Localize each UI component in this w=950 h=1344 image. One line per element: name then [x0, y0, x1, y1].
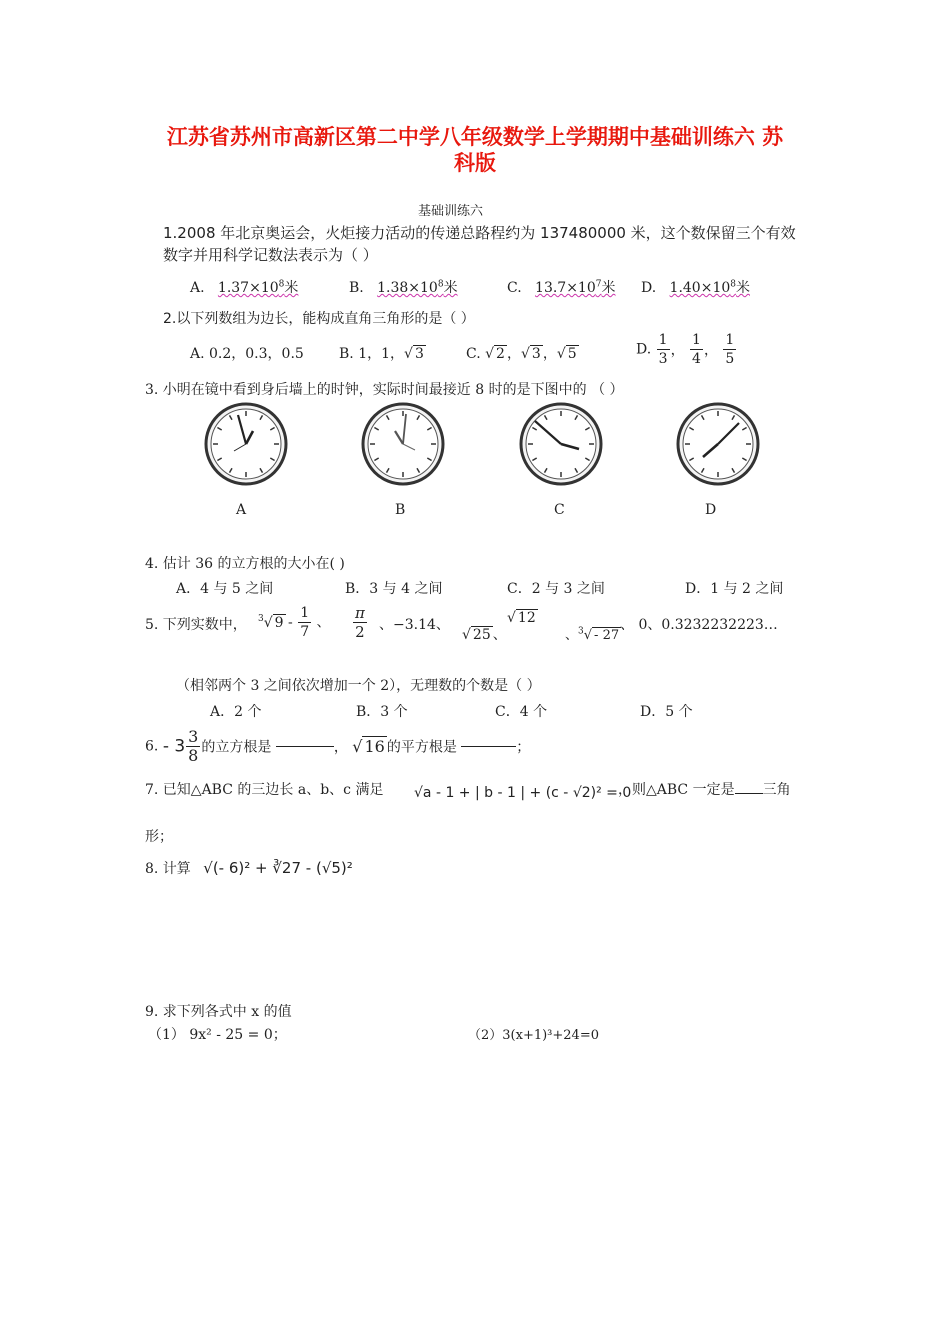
q5-line2: （相邻两个 3 之间依次增加一个 2），无理数的个数是（ ）	[176, 678, 541, 694]
document-title-line2: 科版	[454, 151, 496, 175]
clock-b-icon	[360, 401, 446, 487]
q4-option-b: B．3 与 4 之间	[345, 581, 443, 597]
q4-option-c: C．2 与 3 之间	[507, 581, 605, 597]
q2-stem: 2.以下列数组为边长，能构成直角三角形的是（ ）	[163, 311, 475, 327]
clock-a-icon	[203, 401, 289, 487]
document-title-line1: 江苏省苏州市高新区第二中学八年级数学上学期期中基础训练六 苏	[166, 125, 784, 149]
q4-option-d: D．1 与 2 之间	[685, 581, 784, 597]
q5-tail: 、 0、0.3232232223…	[620, 617, 778, 633]
q1-option-c: C. $13.7\times 10^7$米	[507, 279, 616, 296]
q1-option-b: B. $1.38\times 10^8$米	[349, 279, 458, 296]
q6-line: 6. - 3 $\frac{3}{8}$ 的立方根是 ， √ 16 的平方根是 ；	[145, 727, 531, 765]
q1-option-a: A. $1.37\times 10^8$米	[190, 279, 299, 296]
q6-blank-1[interactable]	[276, 746, 334, 747]
q7-line1-end: ，则△ABC 一定是 三角	[618, 782, 791, 798]
q9-part1: （1） 9x² - 25 = 0；	[148, 1027, 287, 1043]
q5-cbrt-neg27: 、$^3$√ - 27	[565, 626, 620, 643]
q1-line1: 1.2008 年北京奥运会，火炬接力活动的传递总路程约为 137480000 米，这个数保留三个有效	[163, 224, 796, 242]
q1-line2: 数字并用科学记数法表示为（ ）	[163, 246, 378, 264]
clock-label-b: B	[395, 502, 406, 518]
q7-line2: 形；	[145, 829, 173, 845]
q2-option-d: D. $\frac{1}{3}$ ， $\frac{1}{4}$ ， $\frac{1}{5}$	[636, 332, 735, 367]
q5-sqrt25: √ 25 、	[462, 627, 507, 643]
q2-option-a: A. 0.2，0.3，0.5	[190, 346, 304, 362]
q7-line1-a: 7. 已知△ABC 的三边长 a、b、c 满足	[145, 782, 384, 798]
q1-option-d: D. $1.40\times 10^8$米	[641, 279, 750, 296]
section-subtitle: 基础训练六	[418, 204, 484, 219]
clock-label-a: A	[236, 502, 247, 518]
q4-stem: 4. 估计 36 的立方根的大小在( )	[145, 556, 345, 572]
q5-mid: 、−3.14、	[379, 617, 450, 633]
q9-stem: 9. 求下列各式中 x 的值	[145, 1004, 292, 1020]
q2-option-c: C. √ 2 ，√ 3 ，√ 5	[466, 346, 577, 362]
q8-line: 8. 计算 √(- 6)² + ∛27 - (√5)²	[145, 859, 353, 877]
q5-pi-over-2: $\frac{\pi}{2}$	[355, 604, 365, 641]
q7-blank[interactable]	[735, 793, 763, 794]
q5-sqrt12: √ 12	[507, 610, 536, 626]
q4-option-a: A．4 与 5 之间	[176, 581, 274, 597]
q7-equation: √a - 1 + | b - 1 | + (c - √2)² = 0	[414, 785, 632, 801]
q6-blank-2[interactable]	[461, 746, 516, 747]
clock-label-d: D	[705, 502, 717, 518]
clock-c-icon	[518, 401, 604, 487]
q3-stem: 3. 小明在镜中看到身后墙上的时钟，实际时间最接近 8 时的是下图中的 （ ）	[145, 382, 624, 398]
clock-d-icon	[675, 401, 761, 487]
q5-prefix: 5. 下列实数中，	[145, 617, 247, 633]
q9-part2: （2）3(x+1)³+24=0	[468, 1028, 599, 1043]
q5-option-c: C．4 个	[495, 704, 548, 720]
q5-option-a: A．2 个	[210, 704, 262, 720]
q5-option-d: D．5 个	[640, 704, 693, 720]
q5-cbrt9: $^3$√ 9	[258, 614, 284, 631]
clock-label-c: C	[554, 502, 565, 518]
q5-neg-one-seventh: - $\frac{1}{7}$ 、	[288, 605, 331, 640]
q5-option-b: B．3 个	[356, 704, 408, 720]
q2-option-b: B. 1，1，√ 3	[339, 346, 424, 362]
